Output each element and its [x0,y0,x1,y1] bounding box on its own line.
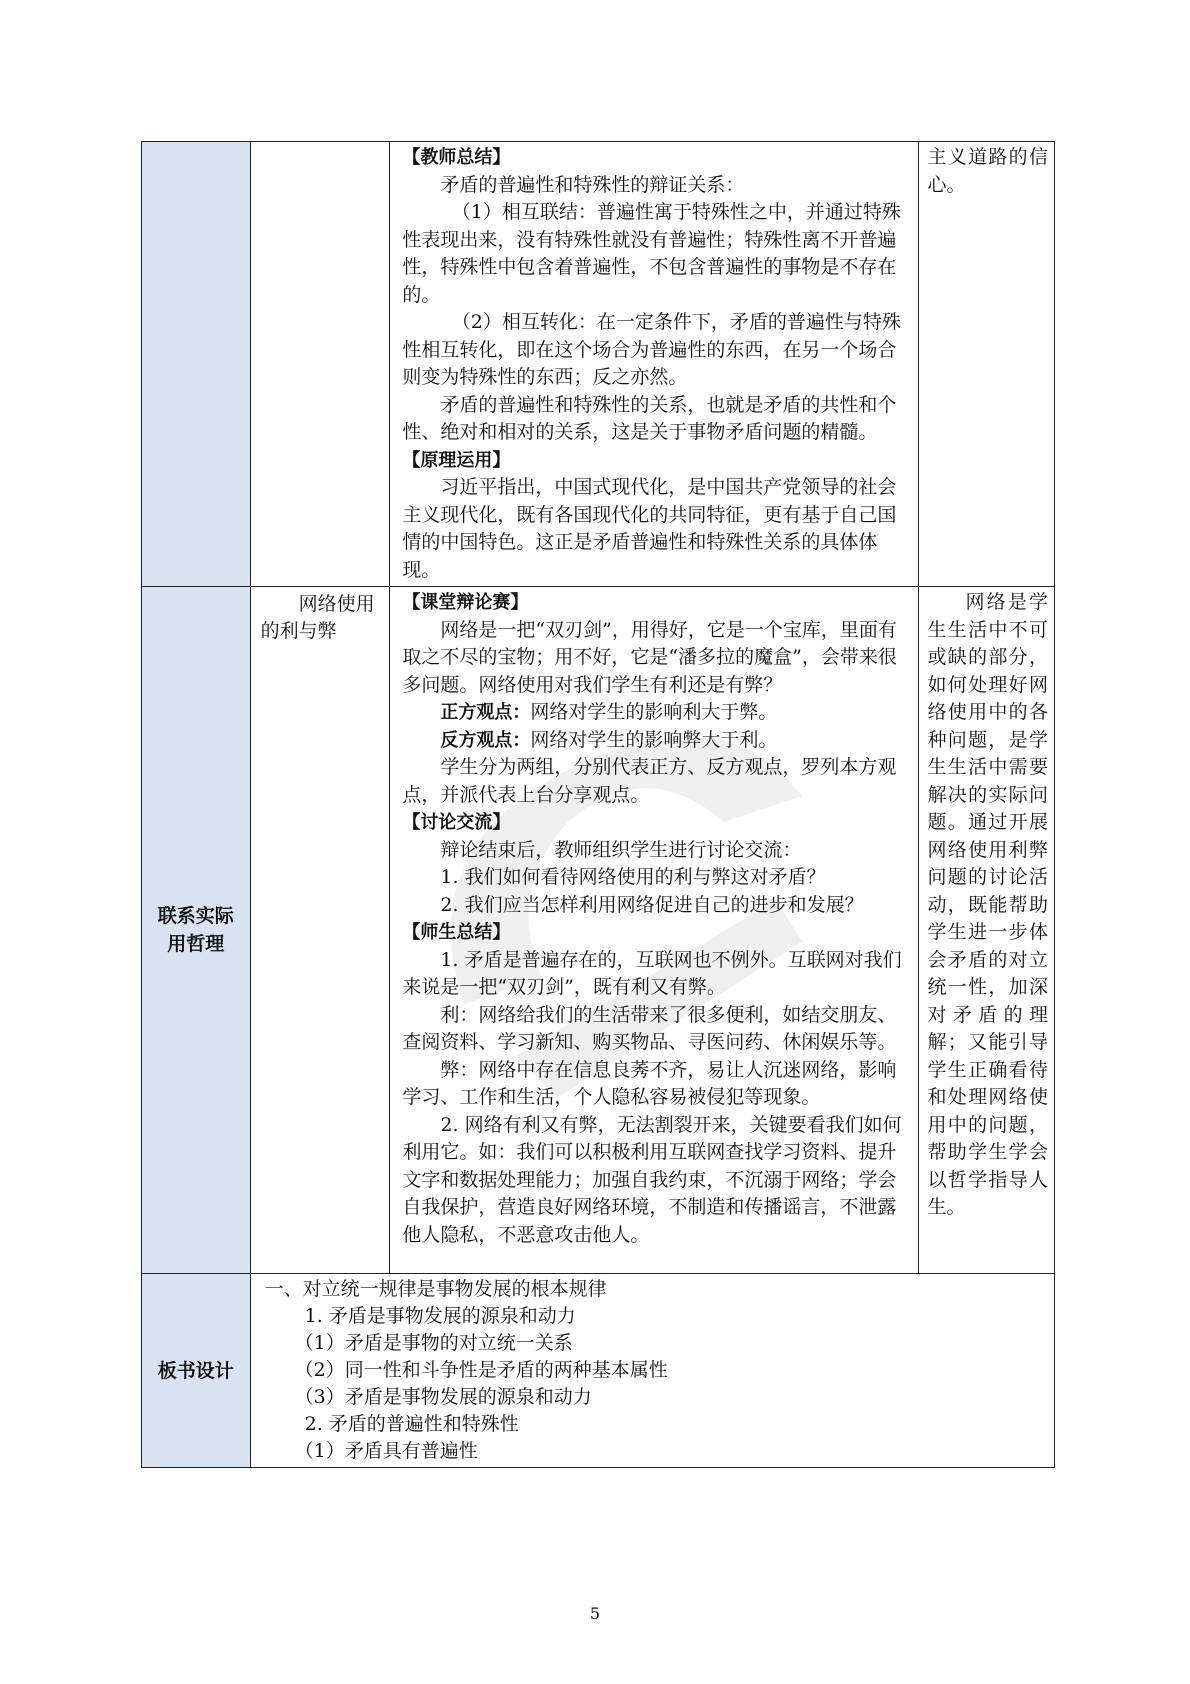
intent-cell [919,587,1055,1274]
paragraph: （1）相互联结：普遍性寓于特殊性之中，并通过特殊性表现出来，没有特殊性就没有普遍性；特殊性离不开普遍性，特殊性中包含着普遍性，不包含普遍性的事物是不存在的。 [402,201,901,306]
discuss-paragraph: 2. 我们应当怎样利用网络促进自己的进步和发展？ [440,893,864,916]
section-heading: 【原理运用】 [402,449,511,471]
page-number: 5 [589,1604,601,1623]
discuss-paragraph: 辩论结束后，教师组织学生进行讨论交流： [440,838,802,861]
section-heading: 【教师总结】 [402,147,511,168]
board-line: （1）矛盾具有普遍性 [294,1440,478,1462]
pro-label: 正方观点： [440,702,531,723]
row-real-life [142,587,1055,1274]
summary-paragraph: 弊：网络中存在信息良莠不齐，易让人沉迷网络，影响学习、工作和生活，个人隐私容易被侵犯等现象。 [402,1058,897,1108]
summary-paragraph: 2. 网络有利又有弊，无法割裂开来，关键要看我们如何利用它。如：我们可以积极利用互联网查找学习资料、提升文字和数据处理能力；加强自我约束，不沉溺于网络；学会自我保护，营造良好网络环境，不制造和传播谣言，不泄露他人隐私，不恶意攻击他人。 [402,1113,902,1246]
section-heading: 【师生总结】 [402,922,511,943]
topic-cell-empty [250,142,390,587]
category-label: 板书设计 [157,1359,234,1382]
pro-text: 网络对学生的影响利大于弊。 [530,701,778,723]
summary-paragraph: 利：网络给我们的生活带来了很多便利，如结交朋友、查阅资料、学习新知、购买物品、寻医问药、休闲娱乐等。 [402,1003,897,1053]
topic-label: 网络使用的利与弊 [260,593,375,642]
board-design-cell [250,1274,1054,1468]
pro-view [402,699,910,727]
category-label: 联系实际用哲理 [157,905,234,955]
paragraph: （2）相互转化：在一定条件下，矛盾的普遍性与特殊性相互转化，即在这个场合为普遍性的东西，在另一个场合则变为特殊性的东西；反之亦然。 [402,311,901,388]
category-cell [142,587,251,1274]
debate-intro: 网络是一把“双刃剑”，用得好，它是一个宝库，里面有取之不尽的宝物；用不好，它是“潘多拉的魔盒”，会带来很多问题。网络使用对我们学生有利还是有弊？ [402,618,897,696]
category-cell [142,1274,251,1468]
con-view [402,727,910,755]
board-line: （1）矛盾是事物的对立统一关系 [294,1332,573,1354]
con-label: 反方观点： [440,729,531,751]
section-heading: 【讨论交流】 [402,812,511,833]
paragraph: 矛盾的普遍性和特殊性的辩证关系： [440,173,745,196]
row-teacher-summary [142,142,1055,587]
lesson-plan-table [141,141,1055,1468]
board-line: （2）同一性和斗争性是矛盾的两种基本属性 [294,1359,668,1381]
topic-cell [250,587,390,1274]
activity-cell [390,587,919,1274]
discuss-paragraph: 1. 我们如何看待网络使用的利与弊这对矛盾？ [440,866,826,888]
activity-cell [390,142,919,587]
paragraph: 矛盾的普遍性和特殊性的关系，也就是矛盾的共性和个性、绝对和相对的关系，这是关于事物矛盾问题的精髓。 [402,393,897,443]
board-line: 1. 矛盾是事物发展的源泉和动力 [304,1305,576,1327]
board-line: 一、对立统一规律是事物发展的根本规律 [264,1278,607,1300]
row-board-design [142,1274,1055,1468]
category-cell-empty [142,142,251,587]
section-heading: 【课堂辩论赛】 [402,592,529,613]
summary-paragraph: 1. 矛盾是普遍存在的，互联网也不例外。互联网对我们来说是一把“双刃剑”，既有利又有弊。 [402,948,902,998]
board-line: 2. 矛盾的普遍性和特殊性 [304,1413,519,1435]
con-text: 网络对学生的影响弊大于利。 [530,728,778,751]
intent-text: 网络是学生生活中不可或缺的部分，如何处理好网络使用中的各种问题，是学生生活中需要解决的实际问题。通过开展网络使用利弊问题的讨论活动，既能帮助学生进一步体会矛盾的对立统一性，加深对矛盾的理解；又能引导学生正确看待和处理网络使用中的问题，帮助学生学会以哲学指导人生。 [927,591,1048,1218]
intent-cell [919,142,1055,587]
board-line: （3）矛盾是事物发展的源泉和动力 [294,1386,592,1408]
paragraph: 习近平指出，中国式现代化，是中国共产党领导的社会主义现代化，既有各国现代化的共同特征，更有基于自己国情的中国特色。这正是矛盾普遍性和特殊性关系的具体体现。 [402,476,897,581]
debate-organization: 学生分为两组，分别代表正方、反方观点，罗列本方观点，并派代表上台分享观点。 [402,756,897,806]
intent-text: 主义道路的信心。 [927,146,1048,196]
